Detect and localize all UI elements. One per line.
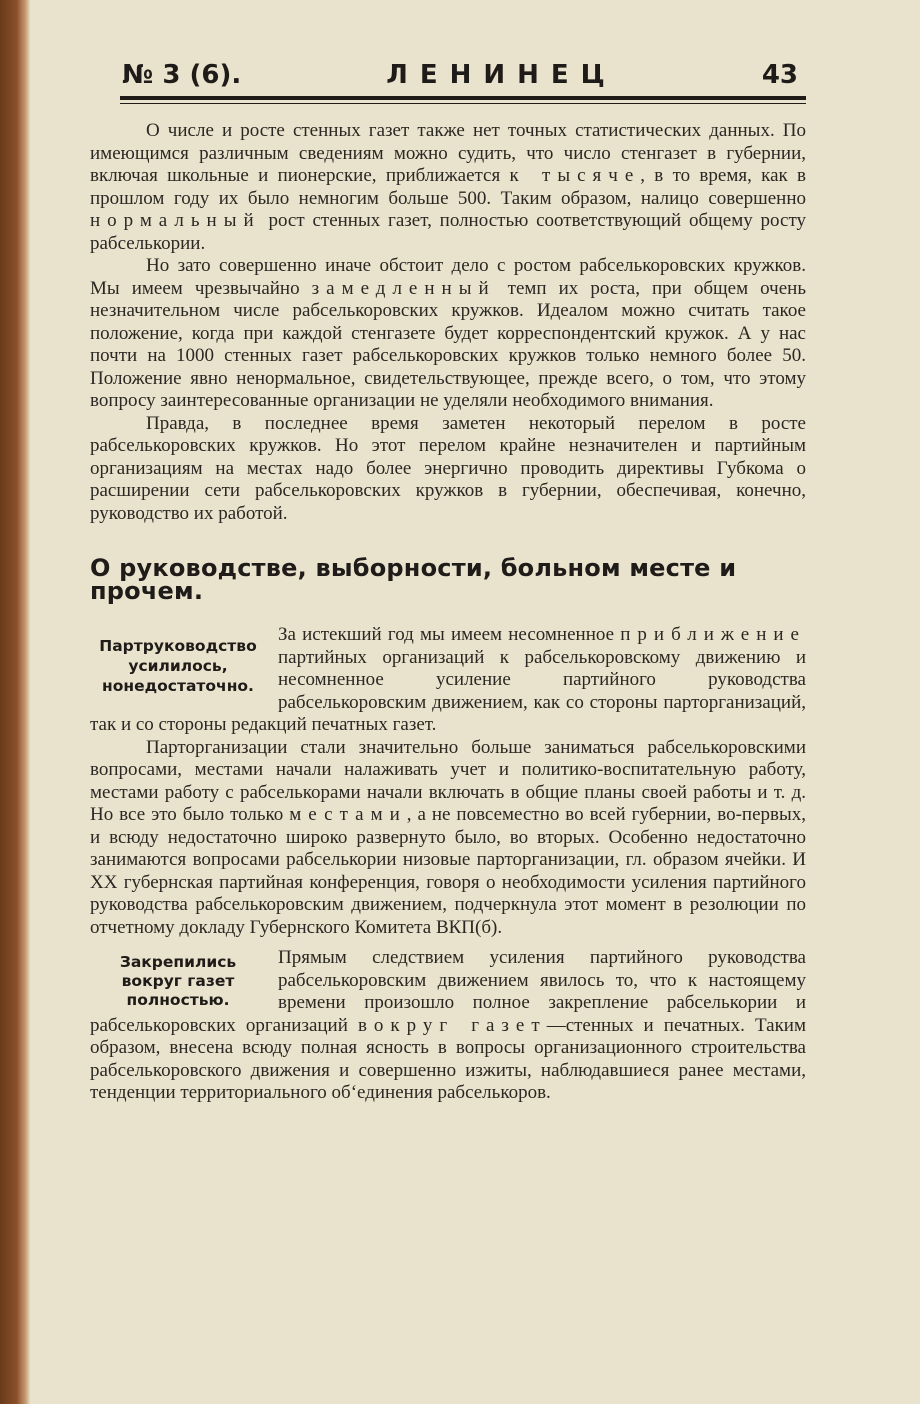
issue-number: № 3 (6). bbox=[122, 60, 242, 90]
header-rule-thin bbox=[120, 103, 806, 104]
page-header bbox=[90, 60, 806, 90]
emphasis: к тысяче bbox=[509, 165, 641, 186]
paragraph: Правда, в последнее время заметен некоторый перелом в росте рабселькоровских кружков. Но этот перелом крайне незначителен и партийным организациям на местах надо более энергично проводить директивы Губкома о расширении сети рабселькоровских кружков в губернии, обеспечивая, конечно, руководство их работой. bbox=[90, 412, 806, 524]
paragraph: Прямым следствием усиления партийного руководства рабселькоровским движением явилось то, что к настоящему времени произошло полное закрепление рабселькории и рабселькоровских организаций вокруг газет—стенных и печатных. Таким образом, внесена всюду полная ясность в вопросы организационного строительства рабселькоровского движения и совершенно изжиты, наблюдавшиеся ранее местами, тенденции территориального об‘единения рабселькоров. bbox=[90, 947, 806, 1103]
page bbox=[90, 60, 806, 1105]
page-number: 43 bbox=[761, 60, 798, 90]
paragraph: За истекший год мы имеем несомненное приближение партийных организаций к рабселькоровскому движению и несомненное усиление партийного руководства рабселькоровским движением, как со стороны парторганизаций, так и со стороны редакций печатных газет. bbox=[90, 624, 806, 735]
header-rule bbox=[120, 96, 806, 100]
section-title: О руководстве, выборности, больном месте и прочем. bbox=[90, 554, 737, 605]
emphasis: замедленный bbox=[311, 277, 496, 299]
emphasis: приближение bbox=[620, 624, 806, 645]
side-heading: Партруководство усилилось, нонедостаточно. bbox=[99, 637, 257, 695]
paragraph: Парторганизации стали значительно больше заниматься рабселькоровскими вопросами, местами начали налаживать учет и политико-воспитательную работу, местами работу с рабселькорами начали включать в общие планы своей работы и т. д. Но все это было только местами, а не повсеместно во всей губернии, во-первых, и всюду недостаточно широко развернуто было, во вторых. Особенно недостаточно занимаются вопросами рабселькории низовые парторганизации, гл. образом ячейки. И XX губернская партийная конференция, говоря о необходимости усиления партийного руководства рабселькоровским движением, подчеркнула этот момент в резолюции по отчетному докладу Губернского Комитета ВКП(б). bbox=[90, 736, 807, 938]
newspaper-title: ЛЕНИНЕЦ bbox=[386, 60, 617, 90]
paragraph: Но зато совершенно иначе обстоит дело с ростом рабселькоровских кружков. Мы имеем чрезвычайно замедленный темп их роста, при общем очень незначительном числе рабселькоровских кружков. Идеалом можно считать такое положение, когда при каждой стенгазете будет корреспондентский кружок. А у нас почти на 1000 стенных газет рабселькоровских кружков только немного более 50. Положение явно ненормальное, свидетельствующее, прежде всего, о том, что этому вопросу заинтересованные организации не уделяли необходимого внимания. bbox=[90, 255, 806, 411]
paragraph: О числе и росте стенных газет также нет точных статистических данных. По имеющимся различным сведениям можно судить, что число стенгазет в губернии, включая школьные и пионерские, приближается к тысяче, в то время, как в прошлом году их было немногим больше 500. Таким образом, налицо совершенно нормальный рост стенных газет, полностью соответствующий общему росту рабселькории. bbox=[90, 120, 806, 254]
article-body bbox=[90, 120, 806, 1105]
emphasis: местами bbox=[289, 804, 407, 825]
emphasis: нормальный bbox=[90, 210, 261, 231]
emphasis: вокруг газет bbox=[358, 1014, 547, 1036]
book-spine bbox=[0, 0, 30, 1404]
side-heading: Закрепились вокруг газет полностью. bbox=[119, 953, 237, 1009]
